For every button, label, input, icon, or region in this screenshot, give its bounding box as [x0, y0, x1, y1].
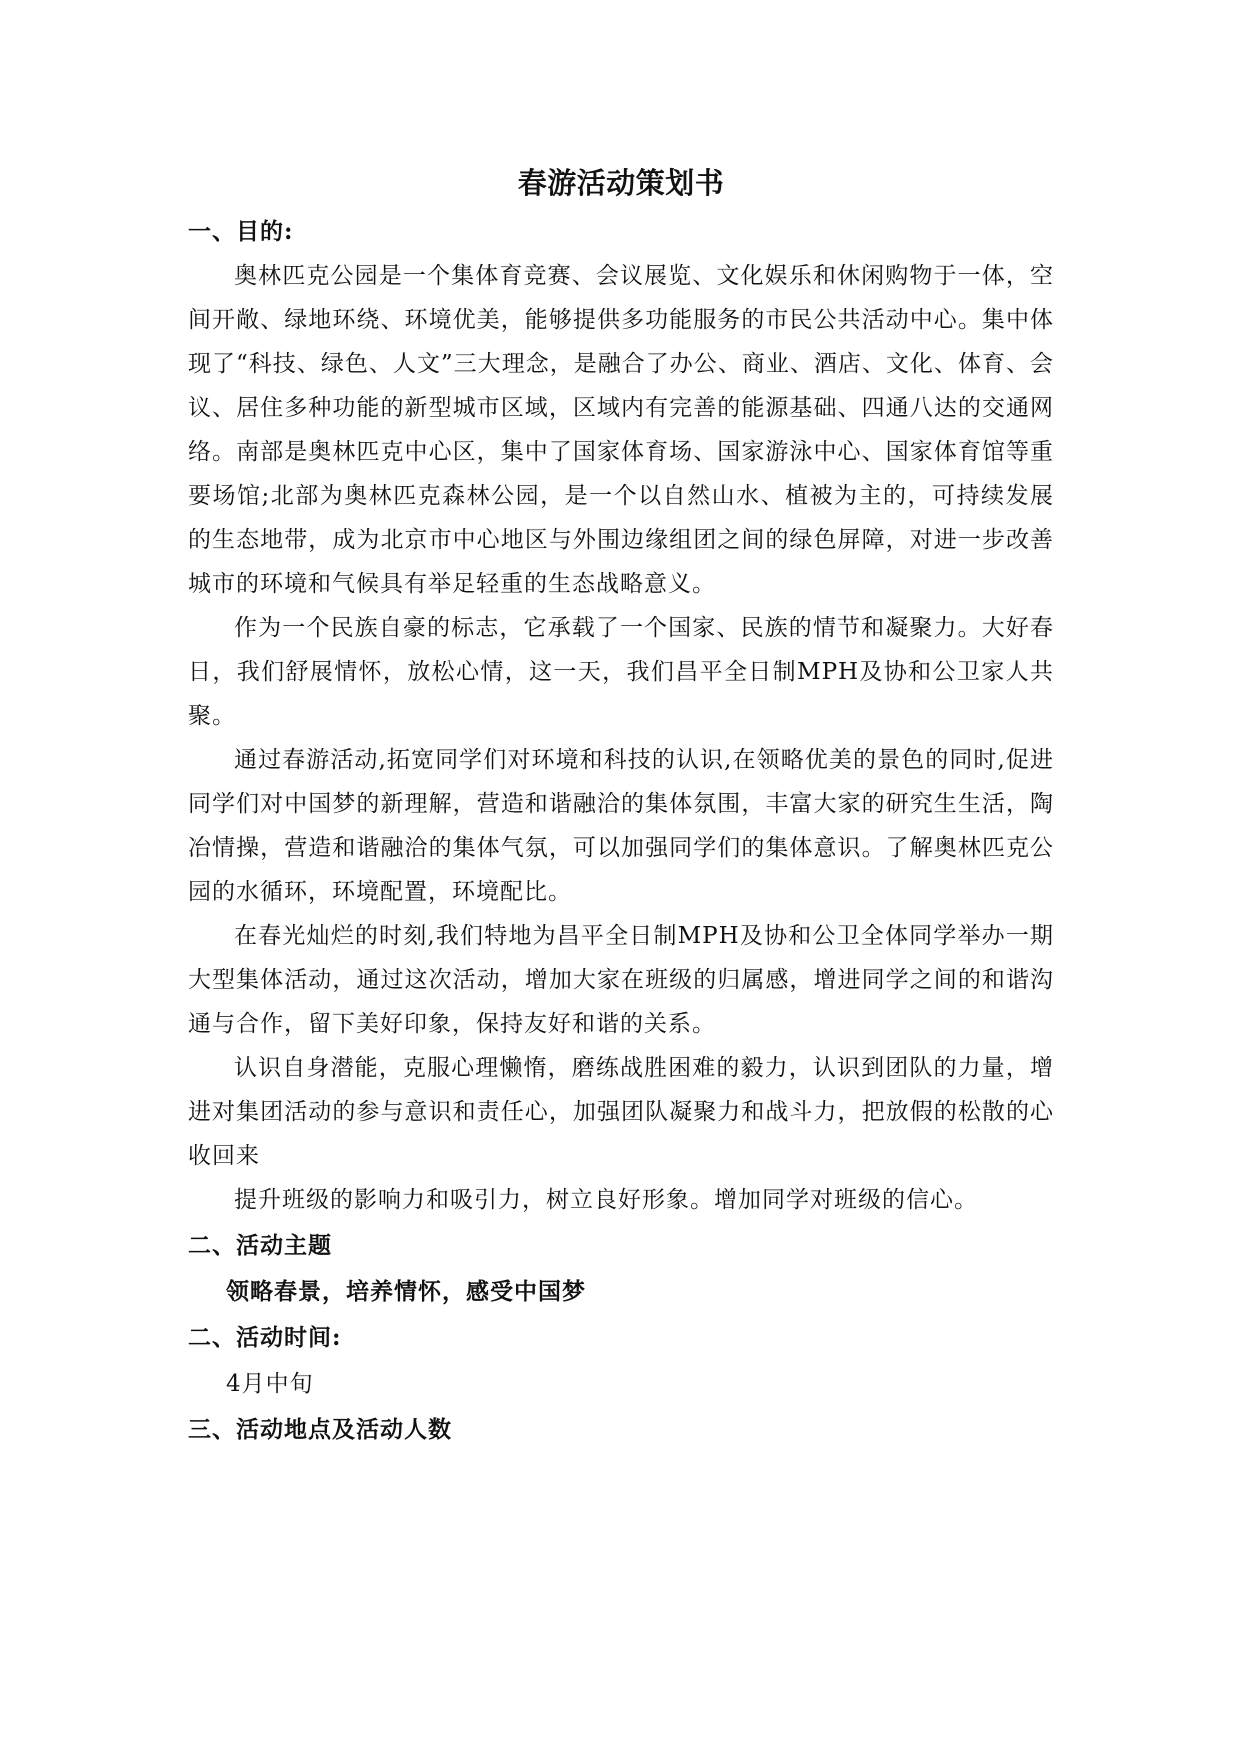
paragraph-class-image: 提升班级的影响力和吸引力，树立良好形象。增加同学对班级的信心。 [234, 1187, 978, 1213]
paragraph-activity-goals: 通过春游活动,拓宽同学们对环境和科技的认识,在领略优美的景色的同时,促进同学们对中国梦的新理解，营造和谐融洽的集体氛围，丰富大家的研究生生活，陶冶情操，营造和谐融洽的集体气氛，可以加强同学们的集体意识。了解奥林匹克公园的水循环，环境配置，环境配比。 [188, 747, 1054, 905]
page-title: 春游活动策划书 [517, 166, 725, 200]
activity-time: 4月中旬 [226, 1371, 314, 1397]
section-heading-time: 二、活动时间: [188, 1324, 342, 1351]
section-heading-purpose: 一、目的: [188, 218, 294, 245]
activity-theme: 领略春景，培养情怀，感受中国梦 [226, 1278, 586, 1305]
section-heading-location: 三、活动地点及活动人数 [188, 1416, 452, 1443]
paragraph-olympic-park: 奥林匹克公园是一个集体育竞赛、会议展览、文化娱乐和休闲购物于一体，空间开敞、绿地环绕、环境优美，能够提供多功能服务的市民公共活动中心。集中体现了“科技、绿色、人文”三大理念，是融合了办公、商业、酒店、文化、体育、会议、居住多种功能的新型城市区域，区域内有完善的能源基础、四通八达的交通网络。南部是奥林匹克中心区，集中了国家体育场、国家游泳中心、国家体育馆等重要场馆;北部为奥林匹克森林公园，是一个以自然山水、植被为主的，可持续发展的生态地带，成为北京市中心地区与外围边缘组团之间的绿色屏障，对进一步改善城市的环境和气候具有举足轻重的生态战略意义。 [188, 263, 1054, 597]
paragraph-self-potential: 认识自身潜能，克服心理懒惰，磨练战胜困难的毅力，认识到团队的力量，增进对集团活动的参与意识和责任心，加强团队凝聚力和战斗力，把放假的松散的心收回来 [188, 1055, 1054, 1169]
section-heading-theme: 二、活动主题 [188, 1232, 332, 1259]
paragraph-national-symbol: 作为一个民族自豪的标志，它承载了一个国家、民族的情节和凝聚力。大好春日，我们舒展情怀，放松心情，这一天，我们昌平全日制MPH及协和公卫家人共聚。 [188, 615, 1054, 729]
document-body [188, 160, 1054, 1452]
paragraph-group-event: 在春光灿烂的时刻,我们特地为昌平全日制MPH及协和公卫全体同学举办一期大型集体活动，通过这次活动，增加大家在班级的归属感，增进同学之间的和谐沟通与合作，留下美好印象，保持友好和谐的关系。 [188, 923, 1054, 1037]
